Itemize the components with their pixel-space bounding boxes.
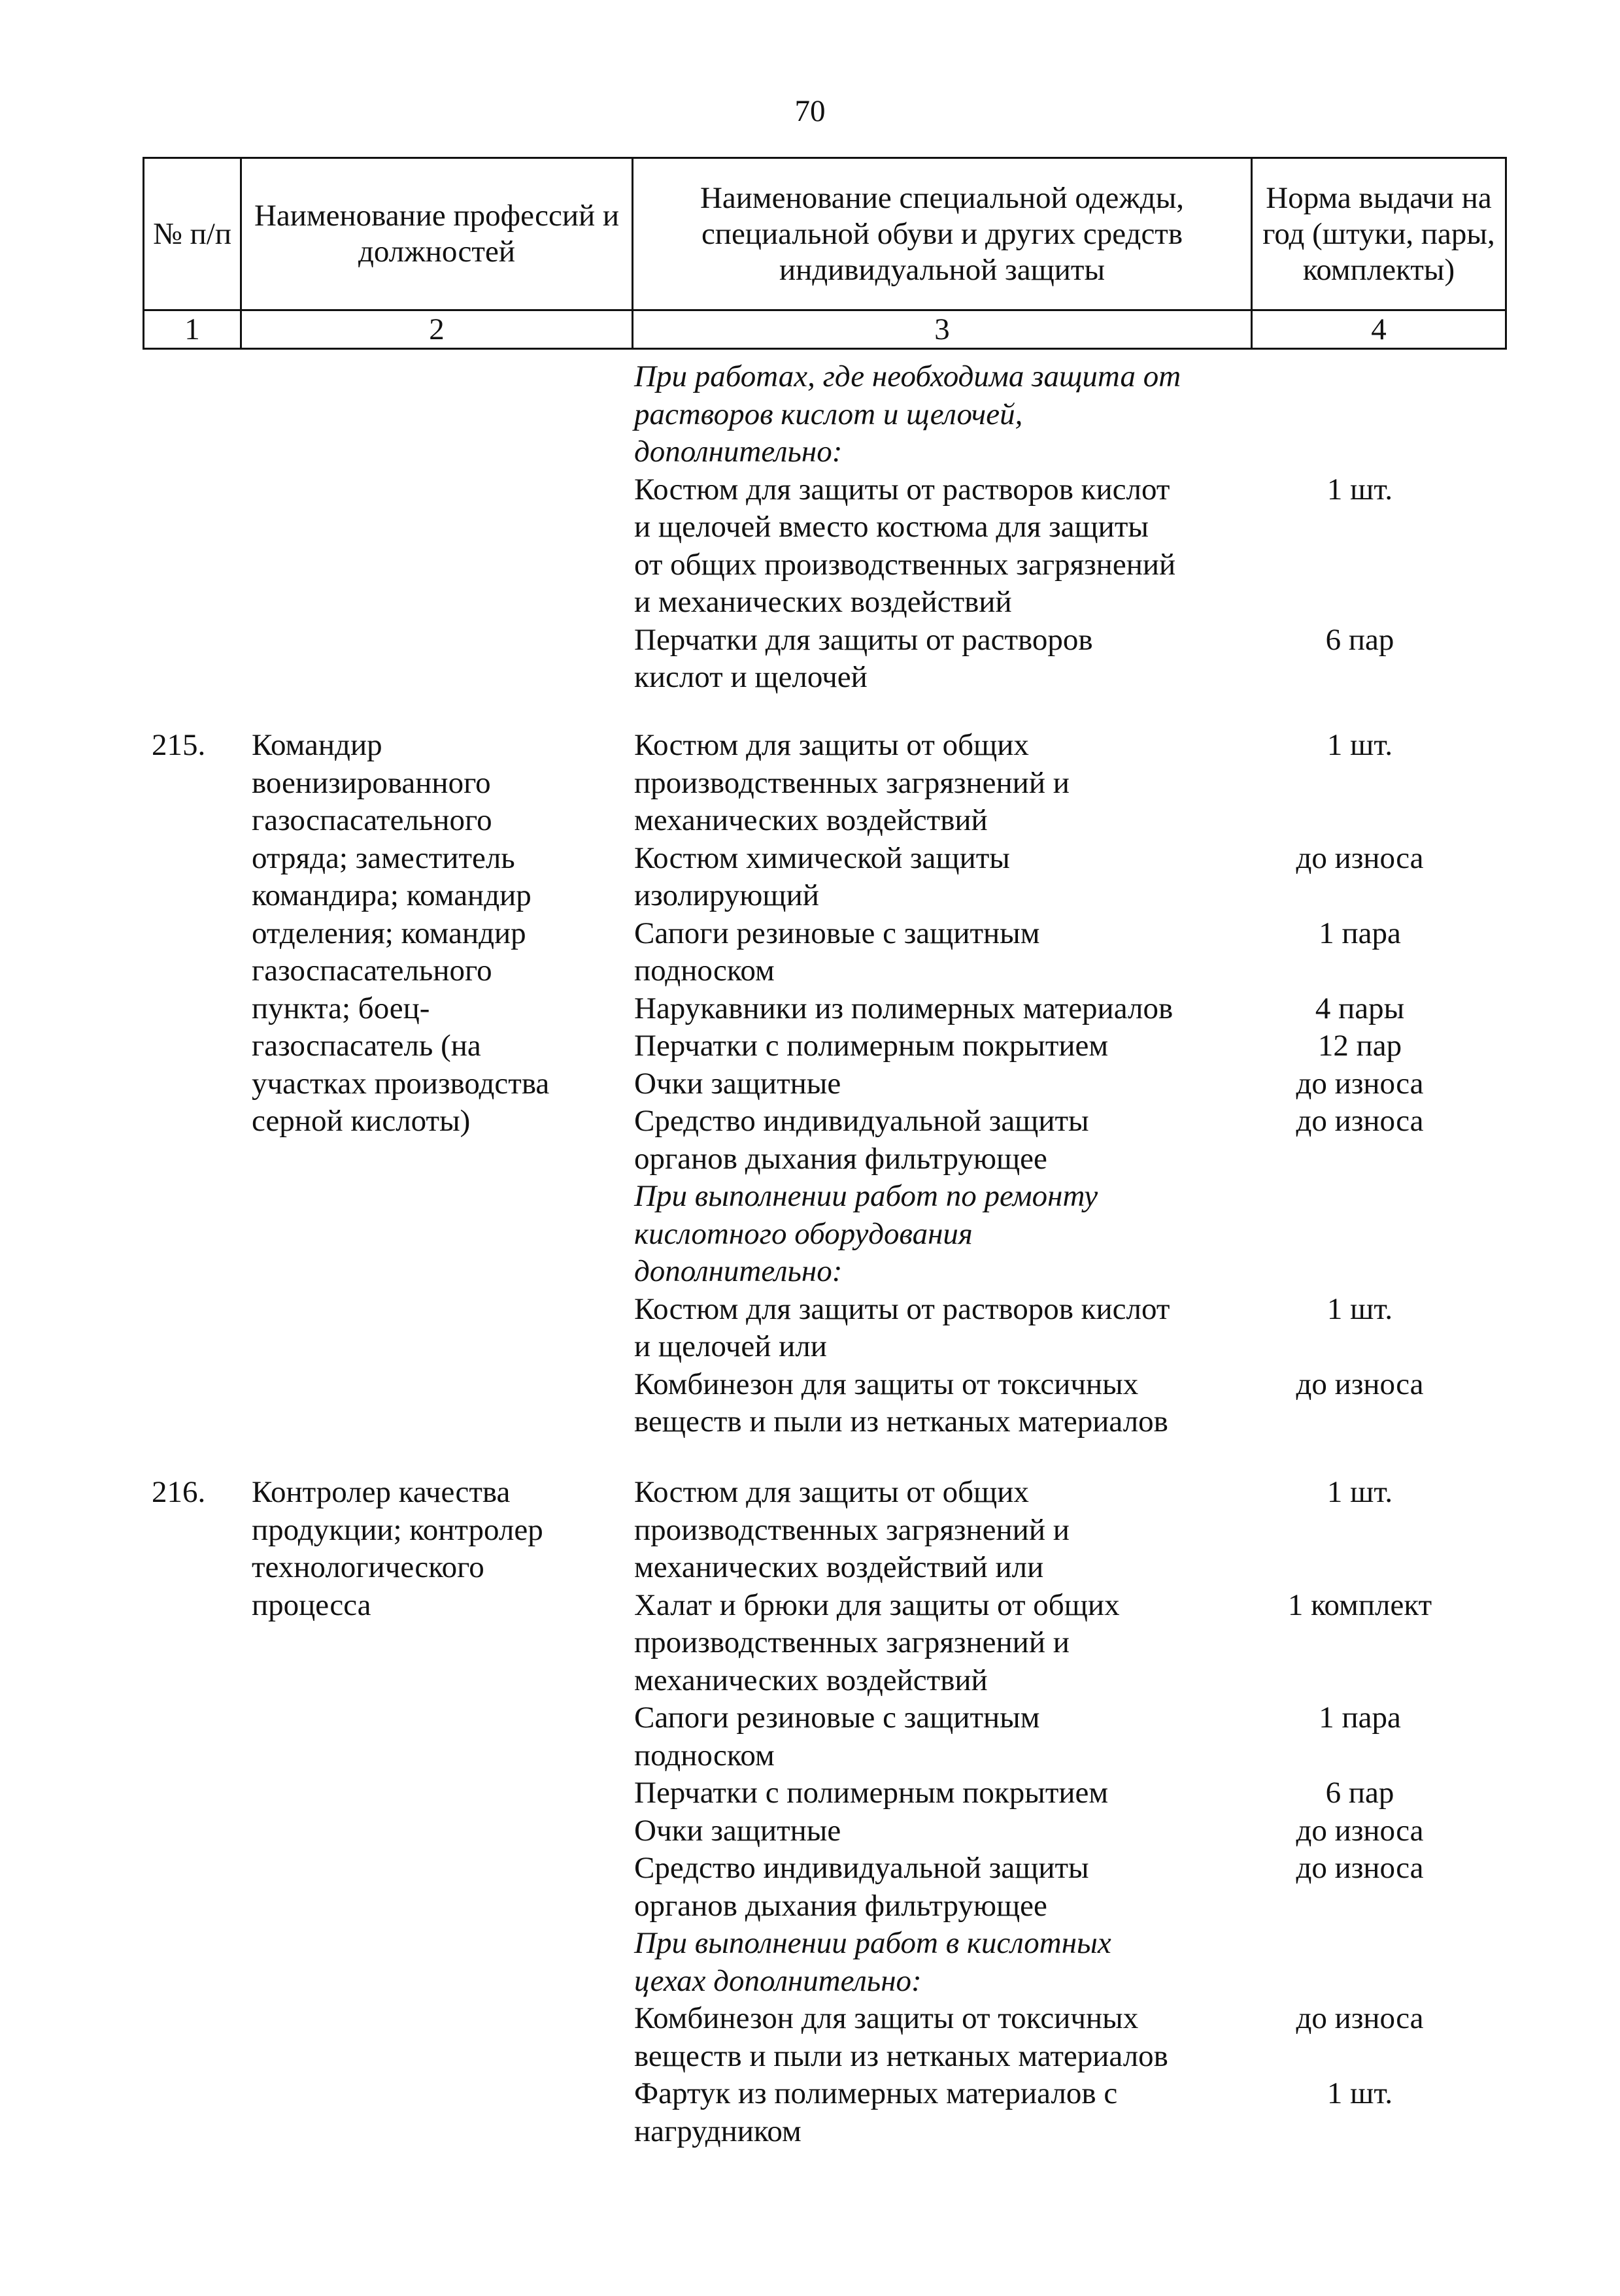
spacer: [1239, 1549, 1481, 1587]
equipment-item-line: Сапоги резиновые с защитным: [634, 916, 1040, 950]
equipment-item-line: от общих производственных загрязнений: [634, 547, 1176, 582]
spacer: [1239, 358, 1481, 396]
spacer: [1239, 1925, 1481, 1963]
issue-norm: 6 пар: [1325, 1776, 1394, 1810]
header-col-number: № п/п: [144, 158, 241, 310]
equipment-item-line: механических воздействий или: [634, 1550, 1044, 1584]
profession-line: Командир: [252, 728, 382, 762]
equipment-item-line: и механических воздействий: [634, 585, 1012, 619]
equipment-item-line: и щелочей вместо костюма для защиты: [634, 510, 1149, 544]
spacer: [1239, 765, 1481, 803]
header-col-norm: Норма выдачи на год (штуки, пары, комплекты): [1252, 158, 1506, 310]
equipment-item-line: нагрудником: [634, 2114, 802, 2148]
equipment-item-line: Средство индивидуальной защиты: [634, 1104, 1089, 1138]
profession-line: газоспасательного: [252, 954, 492, 988]
profession-line: отделения; командир: [252, 916, 526, 950]
issue-norm: до износа: [1296, 1066, 1424, 1101]
spacer: [1239, 877, 1481, 915]
issue-norm: до износа: [1296, 1104, 1424, 1138]
spacer: [1239, 1216, 1481, 1254]
condition-note-line: цехах дополнительно:: [634, 1963, 922, 1998]
quantity-column: [1239, 727, 1481, 1441]
spacer: [1239, 508, 1481, 546]
equipment-item-line: Перчатки с полимерным покрытием: [634, 1029, 1109, 1063]
spacer: [1239, 1963, 1481, 2001]
spacer: [1239, 1737, 1481, 1775]
equipment-item-line: Перчатки для защиты от растворов: [634, 622, 1093, 657]
equipment-column: [634, 727, 1236, 1441]
header-col-profession: Наименование профессий и должностей: [241, 158, 633, 310]
condition-note-line: дополнительно:: [634, 1254, 843, 1288]
issue-norm: до износа: [1296, 840, 1424, 875]
spacer: [1239, 1512, 1481, 1550]
condition-note-line: При работах, где необходима защита от: [634, 359, 1181, 393]
spacer: [1239, 584, 1481, 622]
spacer: [1239, 802, 1481, 840]
equipment-item-line: Костюм для защиты от растворов кислот: [634, 1291, 1170, 1326]
header-col-equipment: Наименование специальной одежды, специальной обуви и других средств индивидуальной защиты: [633, 158, 1252, 310]
spacer: [1239, 1253, 1481, 1291]
profession-line: продукции; контролер: [252, 1512, 543, 1547]
row-number: 215.: [152, 728, 206, 762]
table-header: [143, 157, 1507, 350]
equipment-item-line: изолирующий: [634, 878, 819, 912]
equipment-item-line: органов дыхания фильтрующее: [634, 1888, 1047, 1923]
equipment-item-line: механических воздействий: [634, 1663, 988, 1697]
profession-line: процесса: [252, 1588, 371, 1622]
spacer: [1239, 1624, 1481, 1662]
issue-norm: 1 шт.: [1326, 1291, 1393, 1326]
profession-line: пункта; боец-: [252, 991, 430, 1025]
row-number: 216.: [152, 1475, 206, 1509]
issue-norm: 6 пар: [1325, 622, 1394, 657]
equipment-item-line: Средство индивидуальной защиты: [634, 1851, 1089, 1885]
issue-norm: 1 шт.: [1326, 1475, 1393, 1509]
condition-note-line: растворов кислот и щелочей,: [634, 397, 1023, 431]
equipment-item-line: Фартук из полимерных материалов с: [634, 2076, 1118, 2110]
spacer: [1239, 952, 1481, 990]
spacer: [1239, 659, 1481, 697]
equipment-item-line: веществ и пыли из нетканых материалов: [634, 2038, 1168, 2073]
issue-norm: до износа: [1296, 2001, 1424, 2035]
quantity-column: [1239, 1474, 1481, 2150]
equipment-item-line: кислот и щелочей: [634, 660, 868, 694]
equipment-item-line: Очки защитные: [634, 1813, 841, 1848]
header-num-1: 1: [144, 310, 241, 349]
profession-line: технологического: [252, 1550, 484, 1584]
profession-line: командира; командир: [252, 878, 532, 912]
equipment-item-line: Комбинезон для защиты от токсичных: [634, 1367, 1139, 1401]
spacer: [1239, 1178, 1481, 1216]
issue-norm: 1 шт.: [1326, 472, 1393, 507]
equipment-item-line: производственных загрязнений и: [634, 765, 1070, 800]
profession-line: военизированного: [252, 765, 491, 800]
equipment-item-line: Сапоги резиновые с защитным: [634, 1701, 1040, 1735]
equipment-item-line: Костюм для защиты от растворов кислот: [634, 472, 1170, 507]
profession-line: отряда; заместитель: [252, 840, 515, 875]
page-number: 70: [794, 94, 826, 128]
spacer: [1239, 2113, 1481, 2151]
spacer: [1239, 433, 1481, 471]
issue-norm: до износа: [1296, 1813, 1424, 1848]
condition-note-line: кислотного оборудования: [634, 1216, 973, 1251]
header-num-2: 2: [241, 310, 633, 349]
equipment-column: [634, 1474, 1236, 2150]
equipment-item-line: механических воздействий: [634, 803, 988, 837]
spacer: [1239, 1888, 1481, 1925]
equipment-item-line: Перчатки с полимерным покрытием: [634, 1776, 1109, 1810]
profession-line: газоспасательного: [252, 803, 492, 837]
equipment-item-line: органов дыхания фильтрующее: [634, 1141, 1047, 1176]
equipment-item-line: Очки защитные: [634, 1066, 841, 1101]
spacer: [1239, 396, 1481, 434]
equipment-item-line: и щелочей или: [634, 1329, 827, 1363]
equipment-item-line: производственных загрязнений и: [634, 1625, 1070, 1659]
condition-note-line: При выполнении работ по ремонту: [634, 1179, 1098, 1213]
condition-note-line: дополнительно:: [634, 435, 843, 469]
equipment-item-line: Халат и брюки для защиты от общих: [634, 1588, 1120, 1622]
spacer: [1239, 1403, 1481, 1441]
issue-norm: 1 пара: [1319, 1701, 1401, 1735]
spacer: [1239, 1328, 1481, 1366]
spacer: [1239, 546, 1481, 584]
equipment-item-line: производственных загрязнений и: [634, 1512, 1070, 1547]
issue-norm: до износа: [1296, 1367, 1424, 1401]
equipment-item-line: подноском: [634, 1738, 775, 1772]
condition-note-line: При выполнении работ в кислотных: [634, 1926, 1111, 1960]
issue-norm: 1 пара: [1319, 916, 1401, 950]
issue-norm: 1 комплект: [1287, 1588, 1432, 1622]
equipment-item-line: веществ и пыли из нетканых материалов: [634, 1405, 1168, 1439]
equipment-item-line: Костюм для защиты от общих: [634, 728, 1029, 762]
equipment-column: [634, 358, 1236, 697]
spacer: [1239, 2038, 1481, 2076]
profession-cell: [252, 1474, 618, 1624]
profession-line: газоспасатель (на: [252, 1029, 481, 1063]
profession-line: Контролер качества: [252, 1475, 511, 1509]
quantity-column: [1239, 358, 1481, 697]
issue-norm: 12 пар: [1317, 1029, 1402, 1063]
issue-norm: 4 пары: [1315, 991, 1405, 1025]
equipment-item-line: подноском: [634, 954, 775, 988]
issue-norm: 1 шт.: [1326, 2076, 1393, 2110]
header-num-3: 3: [633, 310, 1252, 349]
header-num-4: 4: [1252, 310, 1506, 349]
profession-line: участках производства: [252, 1066, 550, 1101]
issue-norm: 1 шт.: [1326, 728, 1393, 762]
issue-norm: до износа: [1296, 1851, 1424, 1885]
profession-cell: [252, 727, 618, 1140]
equipment-item-line: Костюм химической защиты: [634, 840, 1010, 875]
equipment-item-line: Комбинезон для защиты от токсичных: [634, 2001, 1139, 2035]
equipment-item-line: Костюм для защиты от общих: [634, 1475, 1029, 1509]
equipment-item-line: Нарукавники из полимерных материалов: [634, 991, 1173, 1025]
profession-line: серной кислоты): [252, 1104, 471, 1138]
spacer: [1239, 1662, 1481, 1700]
spacer: [1239, 1140, 1481, 1178]
